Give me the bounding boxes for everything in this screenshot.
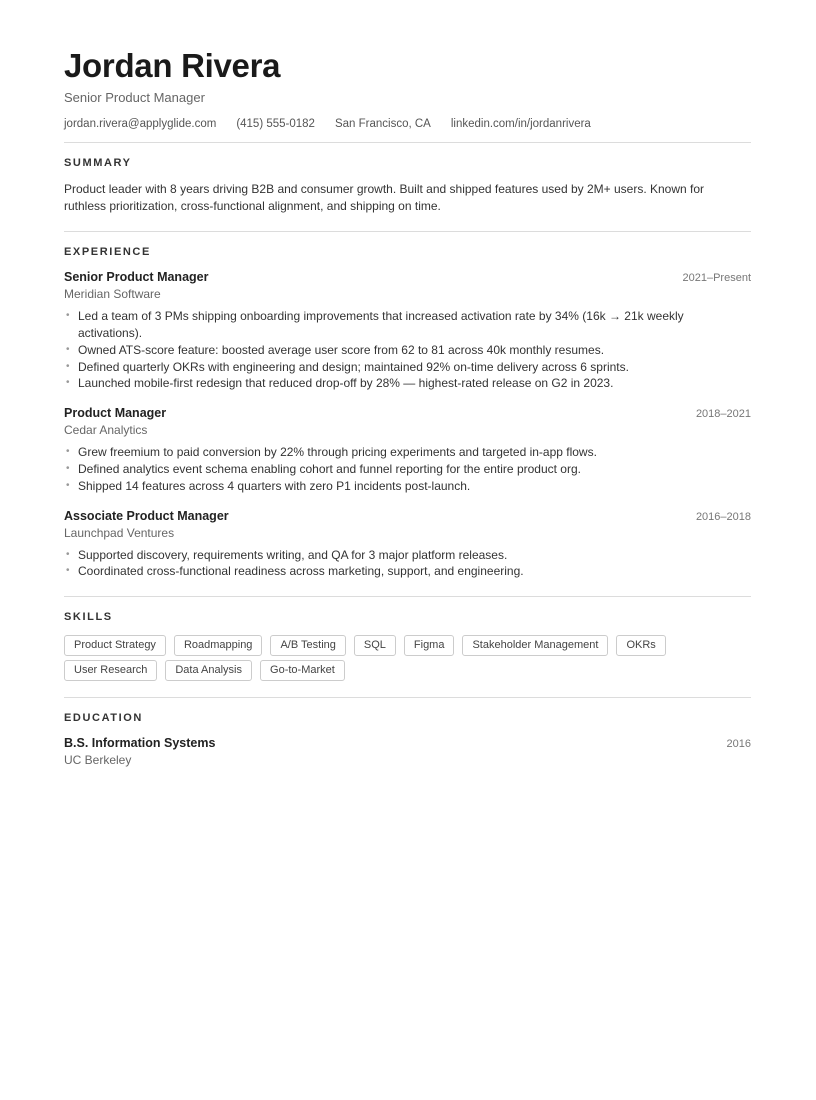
job-bullet: • Coordinated cross-functional readiness across marketing, support, and engineering.: [64, 563, 751, 580]
summary-heading: SUMMARY: [64, 157, 132, 170]
experience-heading: EXPERIENCE: [64, 246, 151, 259]
skill-pill: SQL: [354, 635, 396, 656]
job-company: Launchpad Ventures: [64, 525, 175, 540]
skill-pill: A/B Testing: [270, 635, 345, 656]
job-bullet: • Defined analytics event schema enabling cohort and funnel reporting for the entire product org.: [64, 461, 751, 478]
contact-row: [64, 118, 751, 142]
job-entry: [64, 406, 751, 494]
skills-heading: SKILLS: [64, 611, 113, 624]
resume-header: [64, 48, 751, 142]
skill-pill: OKRs: [616, 635, 665, 656]
education-header: [64, 736, 751, 750]
job-bullet: • Shipped 14 features across 4 quarters with zero P1 incidents post-launch.: [64, 478, 751, 495]
job-title: Senior Product Manager: [64, 270, 209, 285]
candidate-title: Senior Product Manager: [64, 90, 205, 106]
job-bullet: • Owned ATS-score feature: boosted average user score from 62 to 81 across 40k monthly resumes.: [64, 342, 751, 359]
job-dates: 2016–2018: [695, 510, 751, 523]
section-summary: [64, 142, 751, 231]
education-school: UC Berkeley: [64, 753, 132, 768]
skill-pill: User Research: [64, 660, 157, 681]
job-company: Meridian Software: [64, 287, 161, 302]
job-bullet: • Grew freemium to paid conversion by 22% through pricing experiments and targeted in-app flows.: [64, 444, 751, 461]
job-title: Associate Product Manager: [64, 508, 229, 523]
contact-email: jordan.rivera@applyglide.com: [64, 118, 217, 131]
education-degree: B.S. Information Systems: [64, 736, 216, 751]
section-skills: [64, 596, 751, 697]
job-header: [64, 270, 751, 284]
job-bullet: • Supported discovery, requirements writing, and QA for 3 major platform releases.: [64, 547, 751, 564]
skill-pill: Stakeholder Management: [462, 635, 608, 656]
education-heading: EDUCATION: [64, 712, 143, 725]
job-bullet: • Led a team of 3 PMs shipping onboarding improvements that increased activation rate by 34% (16k → 21k weekly activations).: [64, 308, 751, 342]
skills-list: [64, 635, 751, 697]
job-dates: 2021–Present: [682, 272, 751, 285]
section-experience: [64, 231, 751, 596]
job-bullet: • Launched mobile-first redesign that reduced drop-off by 28% — highest-rated release on G2 in 2023.: [64, 375, 751, 392]
job-bullet: • Defined quarterly OKRs with engineering and design; maintained 92% on-time delivery across 6 sprints.: [64, 359, 751, 376]
job-title: Product Manager: [64, 406, 167, 421]
job-header: [64, 406, 751, 420]
contact-linkedin: linkedin.com/in/jordanrivera: [450, 118, 591, 131]
job-entry: [64, 270, 751, 392]
job-company: Cedar Analytics: [64, 423, 148, 438]
summary-text: Product leader with 8 years driving B2B and consumer growth. Built and shipped features used by 2M+ users. Known for ruthless prioritization, cross-functional alignment, and shipping on time.: [64, 182, 705, 214]
job-bullets: [64, 444, 751, 494]
job-bullets: [64, 308, 751, 392]
education-entry: [64, 736, 751, 787]
experience-body: [64, 270, 751, 596]
contact-phone: (415) 555-0182: [236, 118, 315, 131]
skill-pill: Roadmapping: [174, 635, 263, 656]
skill-pill: Data Analysis: [165, 660, 252, 681]
skill-pill: Go-to-Market: [260, 660, 345, 681]
candidate-name: Jordan Rivera: [64, 47, 281, 84]
skill-pill: Product Strategy: [64, 635, 166, 656]
education-dates: 2016: [726, 738, 751, 751]
skill-pill: Figma: [404, 635, 455, 656]
contact-location: San Francisco, CA: [334, 118, 431, 131]
job-header: [64, 509, 751, 523]
job-bullets: [64, 547, 751, 581]
section-education: [64, 697, 751, 787]
job-dates: 2018–2021: [695, 408, 751, 421]
job-entry: [64, 509, 751, 581]
